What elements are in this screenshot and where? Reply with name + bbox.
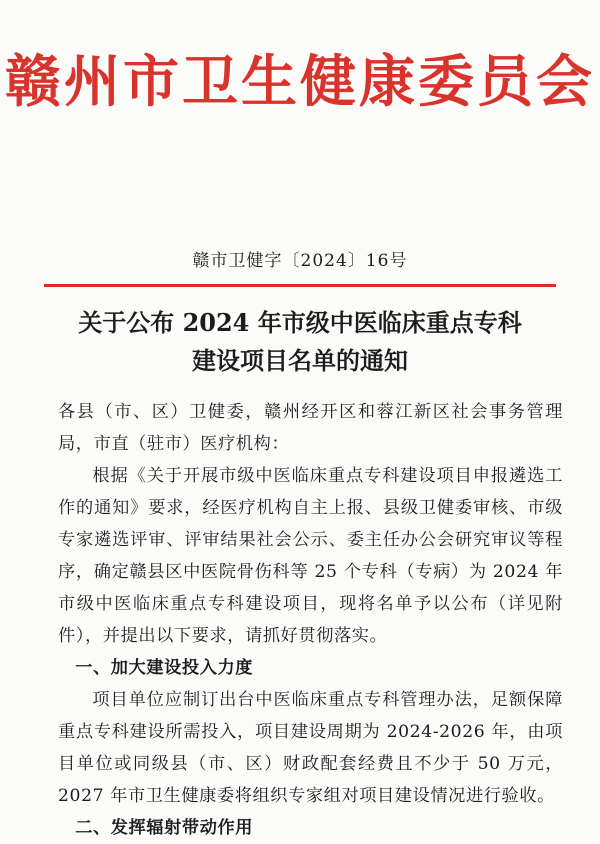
title-line-1: 关于公布 2024 年市级中医临床重点专科 <box>78 308 522 337</box>
section-1-heading: 一、加大建设投入力度 <box>75 658 254 678</box>
addressee: 各县（市、区）卫健委，赣州经开区和蓉江新区社会事务管理局，市直（驻市）医疗机构： <box>58 402 563 454</box>
section-1-text: 项目单位应制订出台中医临床重点专科管理办法，足额保障重点专科建设所需投入，项目建设周期为 2024-2026 年，由项目单位或同级县（市、区）财政配套经费且不少于 50 万元，2027 年市卫生健康委将组织专家组对项目建设情况进行验收。 <box>58 690 563 806</box>
paragraph-basis: 根据《关于开展市级中医临床重点专科建设项目申报遴选工作的通知》要求，经医疗机构自主上报、县级卫健委审核、市级专家遴选评审、评审结果社会公示、委主任办公会研究审议等程序，确定赣县区中医院骨伤科等 25 个专科（专病）为 2024 年市级中医临床重点专科建设项目，现将名单予以公布（详见附件），并提出以下要求，请抓好贯彻落实。 <box>58 466 563 646</box>
red-divider-line <box>44 284 556 287</box>
document-number: 赣市卫健字〔2024〕16号 <box>192 251 408 271</box>
notice-body <box>58 396 563 844</box>
section-2-heading: 二、发挥辐射带动作用 <box>75 818 254 838</box>
title-line-2: 建设项目名单的通知 <box>192 346 408 375</box>
issuing-organization-header: 赣州市卫生健康委员会 <box>5 49 595 115</box>
notice-title <box>0 304 600 380</box>
